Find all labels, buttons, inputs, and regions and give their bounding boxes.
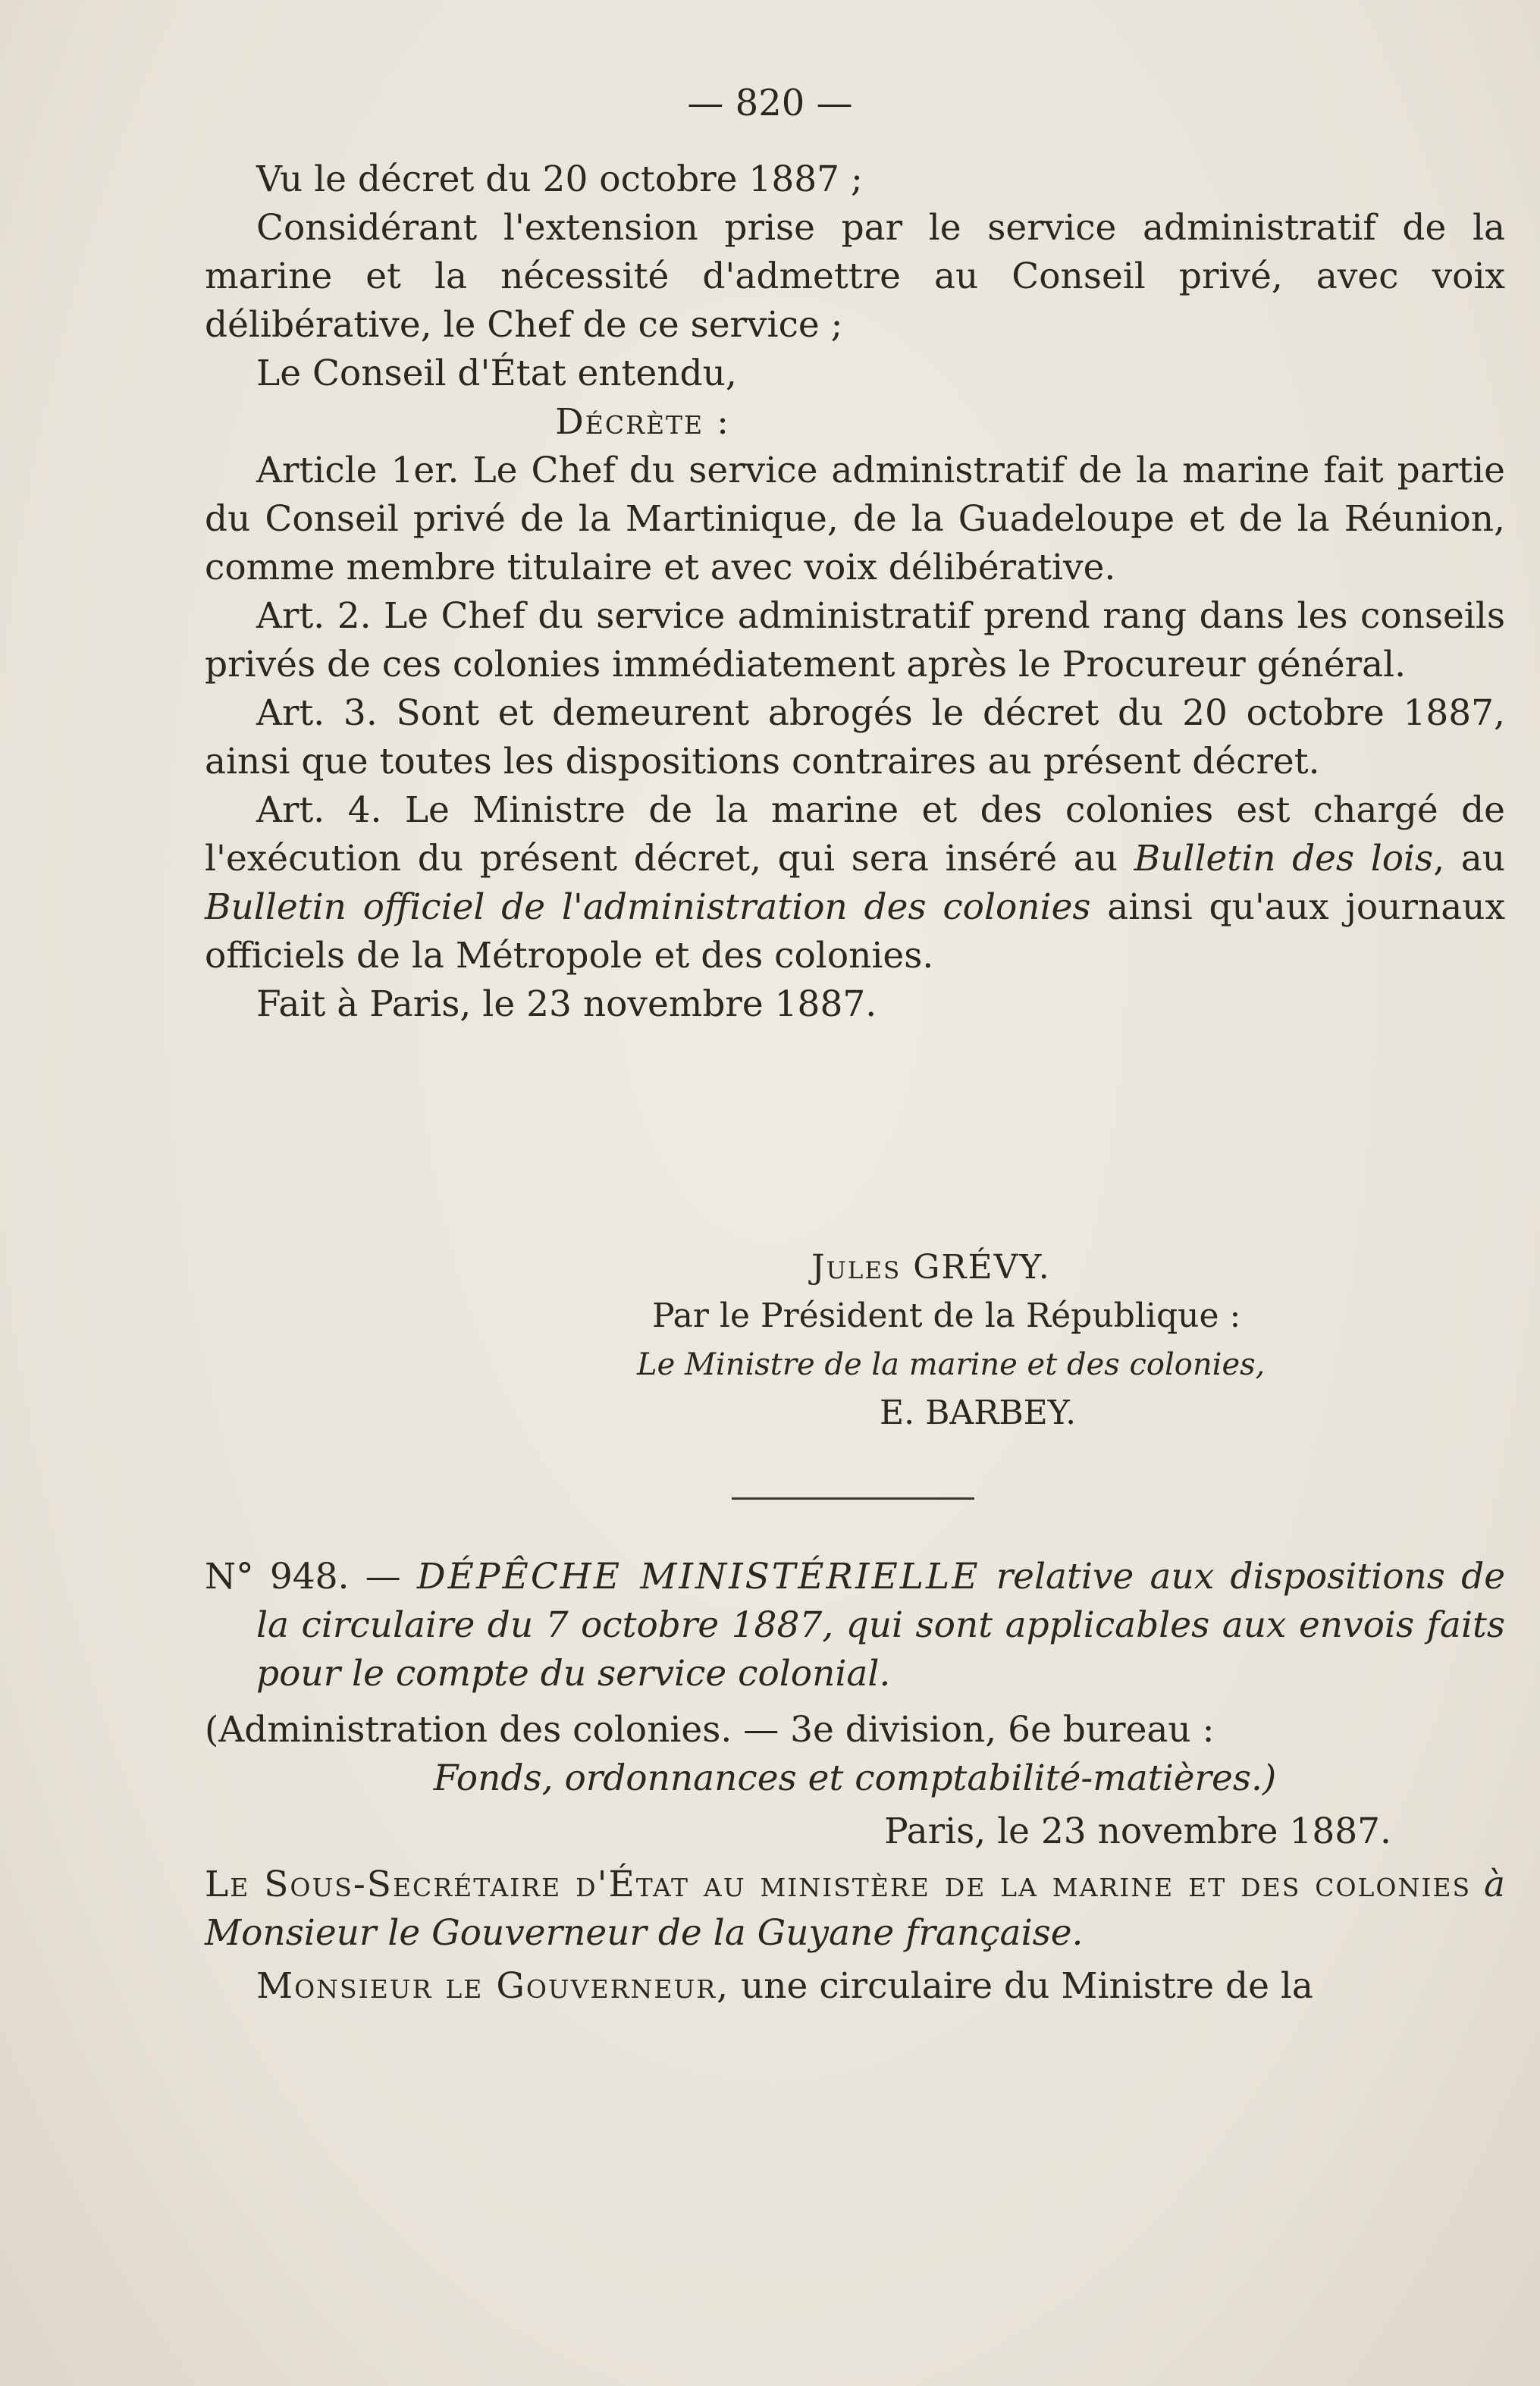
article-2: Art. 2. Le Chef du service administratif prend rang dans les conseils privés de ces colonies immédiatement après le Procureur général. (205, 595, 1505, 685)
decrete-heading: Décrète : (555, 401, 730, 443)
administration-text: (Administration des colonies. — 3e division, 6e bureau : (205, 1709, 1215, 1751)
section-divider (732, 1497, 974, 1500)
article-3: Art. 3. Sont et demeurent abrogés le décret du 20 octobre 1887, ainsi que toutes les dispositions contraires au présent décret. (205, 692, 1505, 782)
administration-line (205, 1706, 1505, 1754)
dispatch-date: Paris, le 23 novembre 1887. (884, 1811, 1391, 1852)
minister-title: Le Ministre de la marine et des colonies, (637, 1347, 1266, 1382)
section-title: DÉPÊCHE MINISTÉRIELLE (416, 1556, 980, 1597)
page-number: — 820 — (687, 82, 853, 124)
address-sender: Le Sous-Secrétaire d'État au ministère de la marine et des colonies (205, 1864, 1472, 1905)
signature-block (205, 1243, 1505, 1438)
par-le-president: Par le Président de la République : (652, 1296, 1241, 1335)
article-1: Article 1er. Le Chef du service administratif de la marine fait partie du Conseil privé de la Martinique, de la Guadeloupe et de la Réunion, comme membre titulaire et avec voix délibérative. (205, 450, 1505, 588)
paragraph-vu: Vu le décret du 20 octobre 1887 ; (256, 158, 863, 200)
address-recipient: à Monsieur le Gouverneur de la Guyane française. (205, 1864, 1505, 1954)
section-dash: — (349, 1556, 417, 1597)
salutation: Monsieur le Gouverneur, (256, 1965, 730, 2007)
bulletin-des-lois: Bulletin des lois (1134, 838, 1434, 879)
article-4-text-c: , au (1433, 838, 1506, 879)
president-signature: Jules GRÉVY. (811, 1248, 1051, 1287)
bulletin-officiel: Bulletin officiel de l'administration des colonies (205, 886, 1091, 928)
dispatch-address (205, 1861, 1505, 1958)
paragraph-conseil-etat: Le Conseil d'État entendu, (256, 353, 737, 394)
minister-name: E. BARBEY. (880, 1394, 1077, 1432)
paragraph-considerant: Considérant l'extension prise par le service administratif de la marine et la nécessité d'admettre au Conseil privé, avec voix délibérative, le Chef de ce service ; (205, 207, 1505, 346)
article-4 (205, 786, 1505, 980)
article-4-text-a: Art. 4. Le Ministre de la marine et des colonies est chargé de l'exécution du présent décret, qui sera inséré au (205, 789, 1505, 879)
dispatch-opening (205, 1962, 1505, 2011)
opening-text: une circulaire du Ministre de la (729, 1965, 1313, 2007)
section-number: N° 948. (205, 1556, 350, 1597)
section-subtitle: relative aux dispositions de la circulaire du 7 octobre 1887, qui sont applicables aux envois faits pour le compte du service colonial. (256, 1556, 1506, 1695)
administration-bureau: Fonds, ordonnances et comptabilité-matières.) (433, 1757, 1277, 1799)
section-948 (205, 1553, 1505, 2011)
fait-a-paris: Fait à Paris, le 23 novembre 1887. (256, 983, 877, 1025)
article-4-text-e: ainsi qu'aux journaux officiels de la Métropole et des colonies. (205, 886, 1505, 977)
section-heading (205, 1553, 1505, 1698)
decree-body (205, 155, 1505, 1029)
